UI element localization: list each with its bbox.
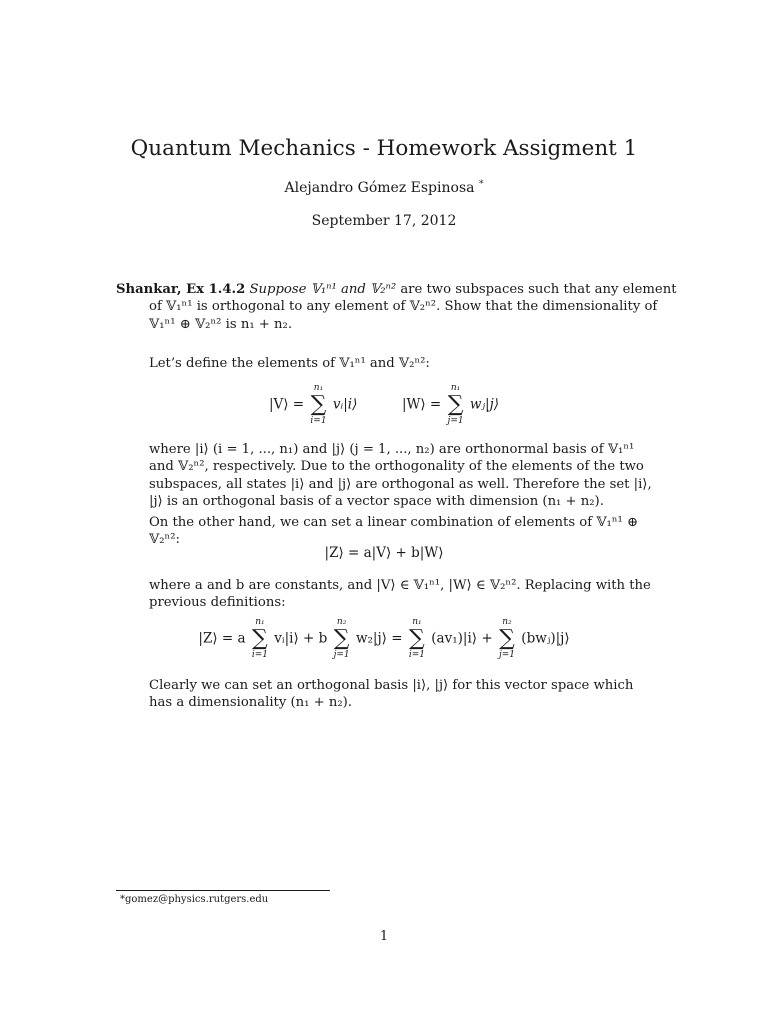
equation-z: |Z⟩ = a|V⟩ + b|W⟩ (324, 545, 444, 561)
exercise-statement (116, 281, 687, 333)
exercise-label: Shankar, Ex 1.4.2 (116, 282, 246, 297)
sum-symbol: n₁ ∑ i=1 (310, 383, 327, 426)
exercise-text: are two subspaces such that any element of 𝕍₁ⁿ¹ is orthogonal to any element of 𝕍₂ⁿ². Show that the dimensionality of 𝕍₁ⁿ¹ ⊕ 𝕍₂ⁿ² is n₁ + n₂. (149, 282, 677, 332)
document-title: Quantum Mechanics - Homework Assigment 1 (130, 136, 638, 161)
sum-symbol: n₁ ∑ j=1 (447, 383, 464, 426)
eq1-right: |W⟩ = (401, 396, 442, 413)
sum-symbol: n₁ ∑ i=1 (408, 617, 425, 660)
eq3-part-d: (av₁)|i⟩ + (431, 630, 493, 647)
page-number: 1 (379, 929, 389, 944)
document-date: September 17, 2012 (311, 213, 457, 229)
exercise-text-italic: Suppose 𝕍₁ⁿ¹ and 𝕍₂ⁿ² (249, 282, 397, 297)
eq1-term1: vᵢ|i⟩ (332, 396, 358, 413)
paragraph-conclusion: Clearly we can set an orthogonal basis |i⟩, |j⟩ for this vector space which has a dimensionality (n₁ + n₂). (149, 678, 634, 711)
paragraph-constants: where a and b are constants, and |V⟩ ∈ 𝕍₁ⁿ¹, |W⟩ ∈ 𝕍₂ⁿ². Replacing with the previous definitions: (149, 578, 651, 611)
eq3-part-c: w₂|j⟩ = (355, 630, 403, 647)
paragraph-linear-combination: On the other hand, we can set a linear combination of elements of 𝕍₁ⁿ¹ ⊕ 𝕍₂ⁿ²: (149, 515, 639, 548)
eq3-part-b: vᵢ|i⟩ + b (274, 630, 328, 647)
footnote: *gomez@physics.rutgers.edu (120, 894, 269, 905)
sum-symbol: n₂ ∑ j=1 (333, 617, 350, 660)
sum-symbol: n₁ ∑ i=1 (251, 617, 268, 660)
equation-definitions (0, 383, 768, 427)
equation-expansion (0, 617, 768, 661)
sum-symbol: n₂ ∑ j=1 (498, 617, 515, 660)
author-line (0, 180, 768, 196)
paragraph-orthonormal-basis: where |i⟩ (i = 1, ..., n₁) and |j⟩ (j = 1, ..., n₂) are orthonormal basis of 𝕍₁ⁿ¹ and 𝕍₂ⁿ², respectively. Due to the orthogonality of the elements of the two subspaces, all states |i⟩ and |j⟩ are orthogonal as well. Therefore the set |i⟩, |j⟩ is an orthogonal basis of a vector space with dimension (n₁ + n₂). (149, 442, 652, 510)
paragraph-define-elements: Let’s define the elements of 𝕍₁ⁿ¹ and 𝕍₂ⁿ²: (149, 356, 430, 371)
eq3-part-a: |Z⟩ = a (198, 630, 246, 647)
author-name: Alejandro Gómez Espinosa (284, 180, 475, 196)
eq3-part-e: (bwⱼ)|j⟩ (521, 630, 570, 647)
footnote-divider (116, 890, 330, 891)
eq1-left: |V⟩ = (268, 396, 305, 413)
author-footnote-mark: * (478, 179, 484, 190)
eq1-term2: wⱼ|j⟩ (469, 396, 500, 413)
